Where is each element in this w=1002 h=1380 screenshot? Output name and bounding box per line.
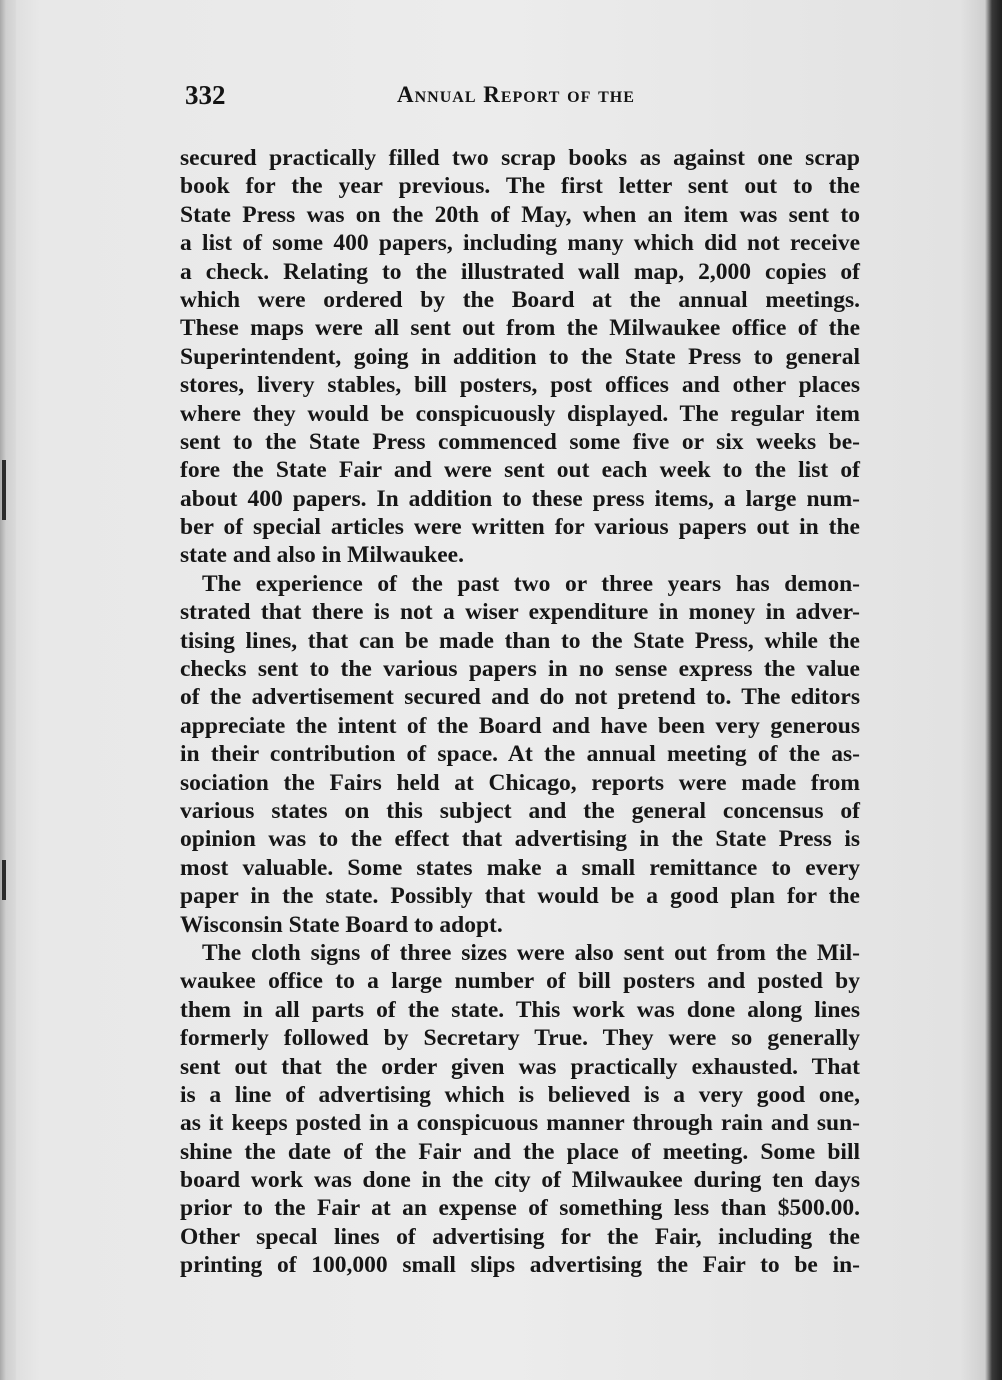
- text-line: as it keeps posted in a conspicuous manner through rain and sun-: [180, 1110, 860, 1137]
- text-line: appreciate the intent of the Board and have been very generous: [180, 712, 860, 739]
- body-text: [180, 144, 860, 1280]
- text-line: The experience of the past two or three years has demon-: [202, 570, 860, 597]
- text-line: Wisconsin State Board to adopt.: [180, 911, 503, 938]
- text-line: state and also in Milwaukee.: [180, 542, 464, 569]
- edge-mark: [2, 460, 6, 520]
- text-line: State Press was on the 20th of May, when an item was sent to: [180, 201, 860, 228]
- text-line: strated that there is not a wiser expenditure in money in adver-: [180, 599, 860, 626]
- text-line: paper in the state. Possibly that would be a good plan for the: [180, 883, 860, 910]
- text-line: The cloth signs of three sizes were also sent out from the Mil-: [202, 939, 860, 966]
- text-line: sent out that the order given was practically exhausted. That: [180, 1053, 860, 1080]
- page-header: [185, 80, 865, 120]
- text-line: sent to the State Press commenced some five or six weeks be-: [180, 428, 860, 455]
- running-head: Annual Report of the: [397, 82, 635, 107]
- text-line: ber of special articles were written for various papers out in the: [180, 514, 860, 541]
- page-number: 332: [185, 80, 226, 110]
- text-line: formerly followed by Secretary True. They were so generally: [180, 1025, 860, 1052]
- text-line: book for the year previous. The first letter sent out to the: [180, 173, 860, 200]
- text-line: shine the date of the Fair and the place of meeting. Some bill: [180, 1138, 860, 1165]
- text-line: of the advertisement secured and do not pretend to. The editors: [180, 684, 860, 711]
- text-line: in their contribution of space. At the annual meeting of the as-: [180, 741, 860, 768]
- text-line: These maps were all sent out from the Milwaukee office of the: [180, 315, 860, 342]
- binding-edge: [0, 0, 16, 1380]
- text-line: is a line of advertising which is believed is a very good one,: [180, 1081, 860, 1108]
- text-line: a list of some 400 papers, including many which did not receive: [180, 230, 860, 257]
- text-line: various states on this subject and the general concensus of: [180, 797, 860, 824]
- text-line: about 400 papers. In addition to these press items, a large num-: [180, 485, 860, 512]
- text-line: a check. Relating to the illustrated wall map, 2,000 copies of: [180, 258, 860, 285]
- text-line: tising lines, that can be made than to the State Press, while the: [180, 627, 860, 654]
- text-line: checks sent to the various papers in no sense express the value: [180, 656, 860, 683]
- text-line: Superintendent, going in addition to the State Press to general: [180, 343, 860, 370]
- text-line: secured practically filled two scrap books as against one scrap: [180, 145, 860, 171]
- text-line: waukee office to a large number of bill posters and posted by: [180, 968, 860, 995]
- text-line: Other specal lines of advertising for the Fair, including the: [180, 1223, 860, 1250]
- text-line: prior to the Fair at an expense of something less than $500.00.: [180, 1195, 860, 1222]
- text-line: printing of 100,000 small slips advertising the Fair to be in-: [180, 1252, 860, 1279]
- text-line: most valuable. Some states make a small remittance to every: [180, 854, 860, 881]
- text-line: opinion was to the effect that advertising in the State Press is: [180, 826, 860, 853]
- text-line: fore the State Fair and were sent out each week to the list of: [180, 457, 860, 484]
- text-line: which were ordered by the Board at the annual meetings.: [180, 286, 860, 313]
- text-line: sociation the Fairs held at Chicago, reports were made from: [180, 769, 860, 796]
- text-line: board work was done in the city of Milwaukee during ten days: [180, 1167, 860, 1194]
- text-line: stores, livery stables, bill posters, post offices and other places: [180, 372, 860, 399]
- edge-mark: [2, 860, 6, 900]
- text-line: where they would be conspicuously displayed. The regular item: [180, 400, 860, 427]
- text-line: them in all parts of the state. This work was done along lines: [180, 996, 860, 1023]
